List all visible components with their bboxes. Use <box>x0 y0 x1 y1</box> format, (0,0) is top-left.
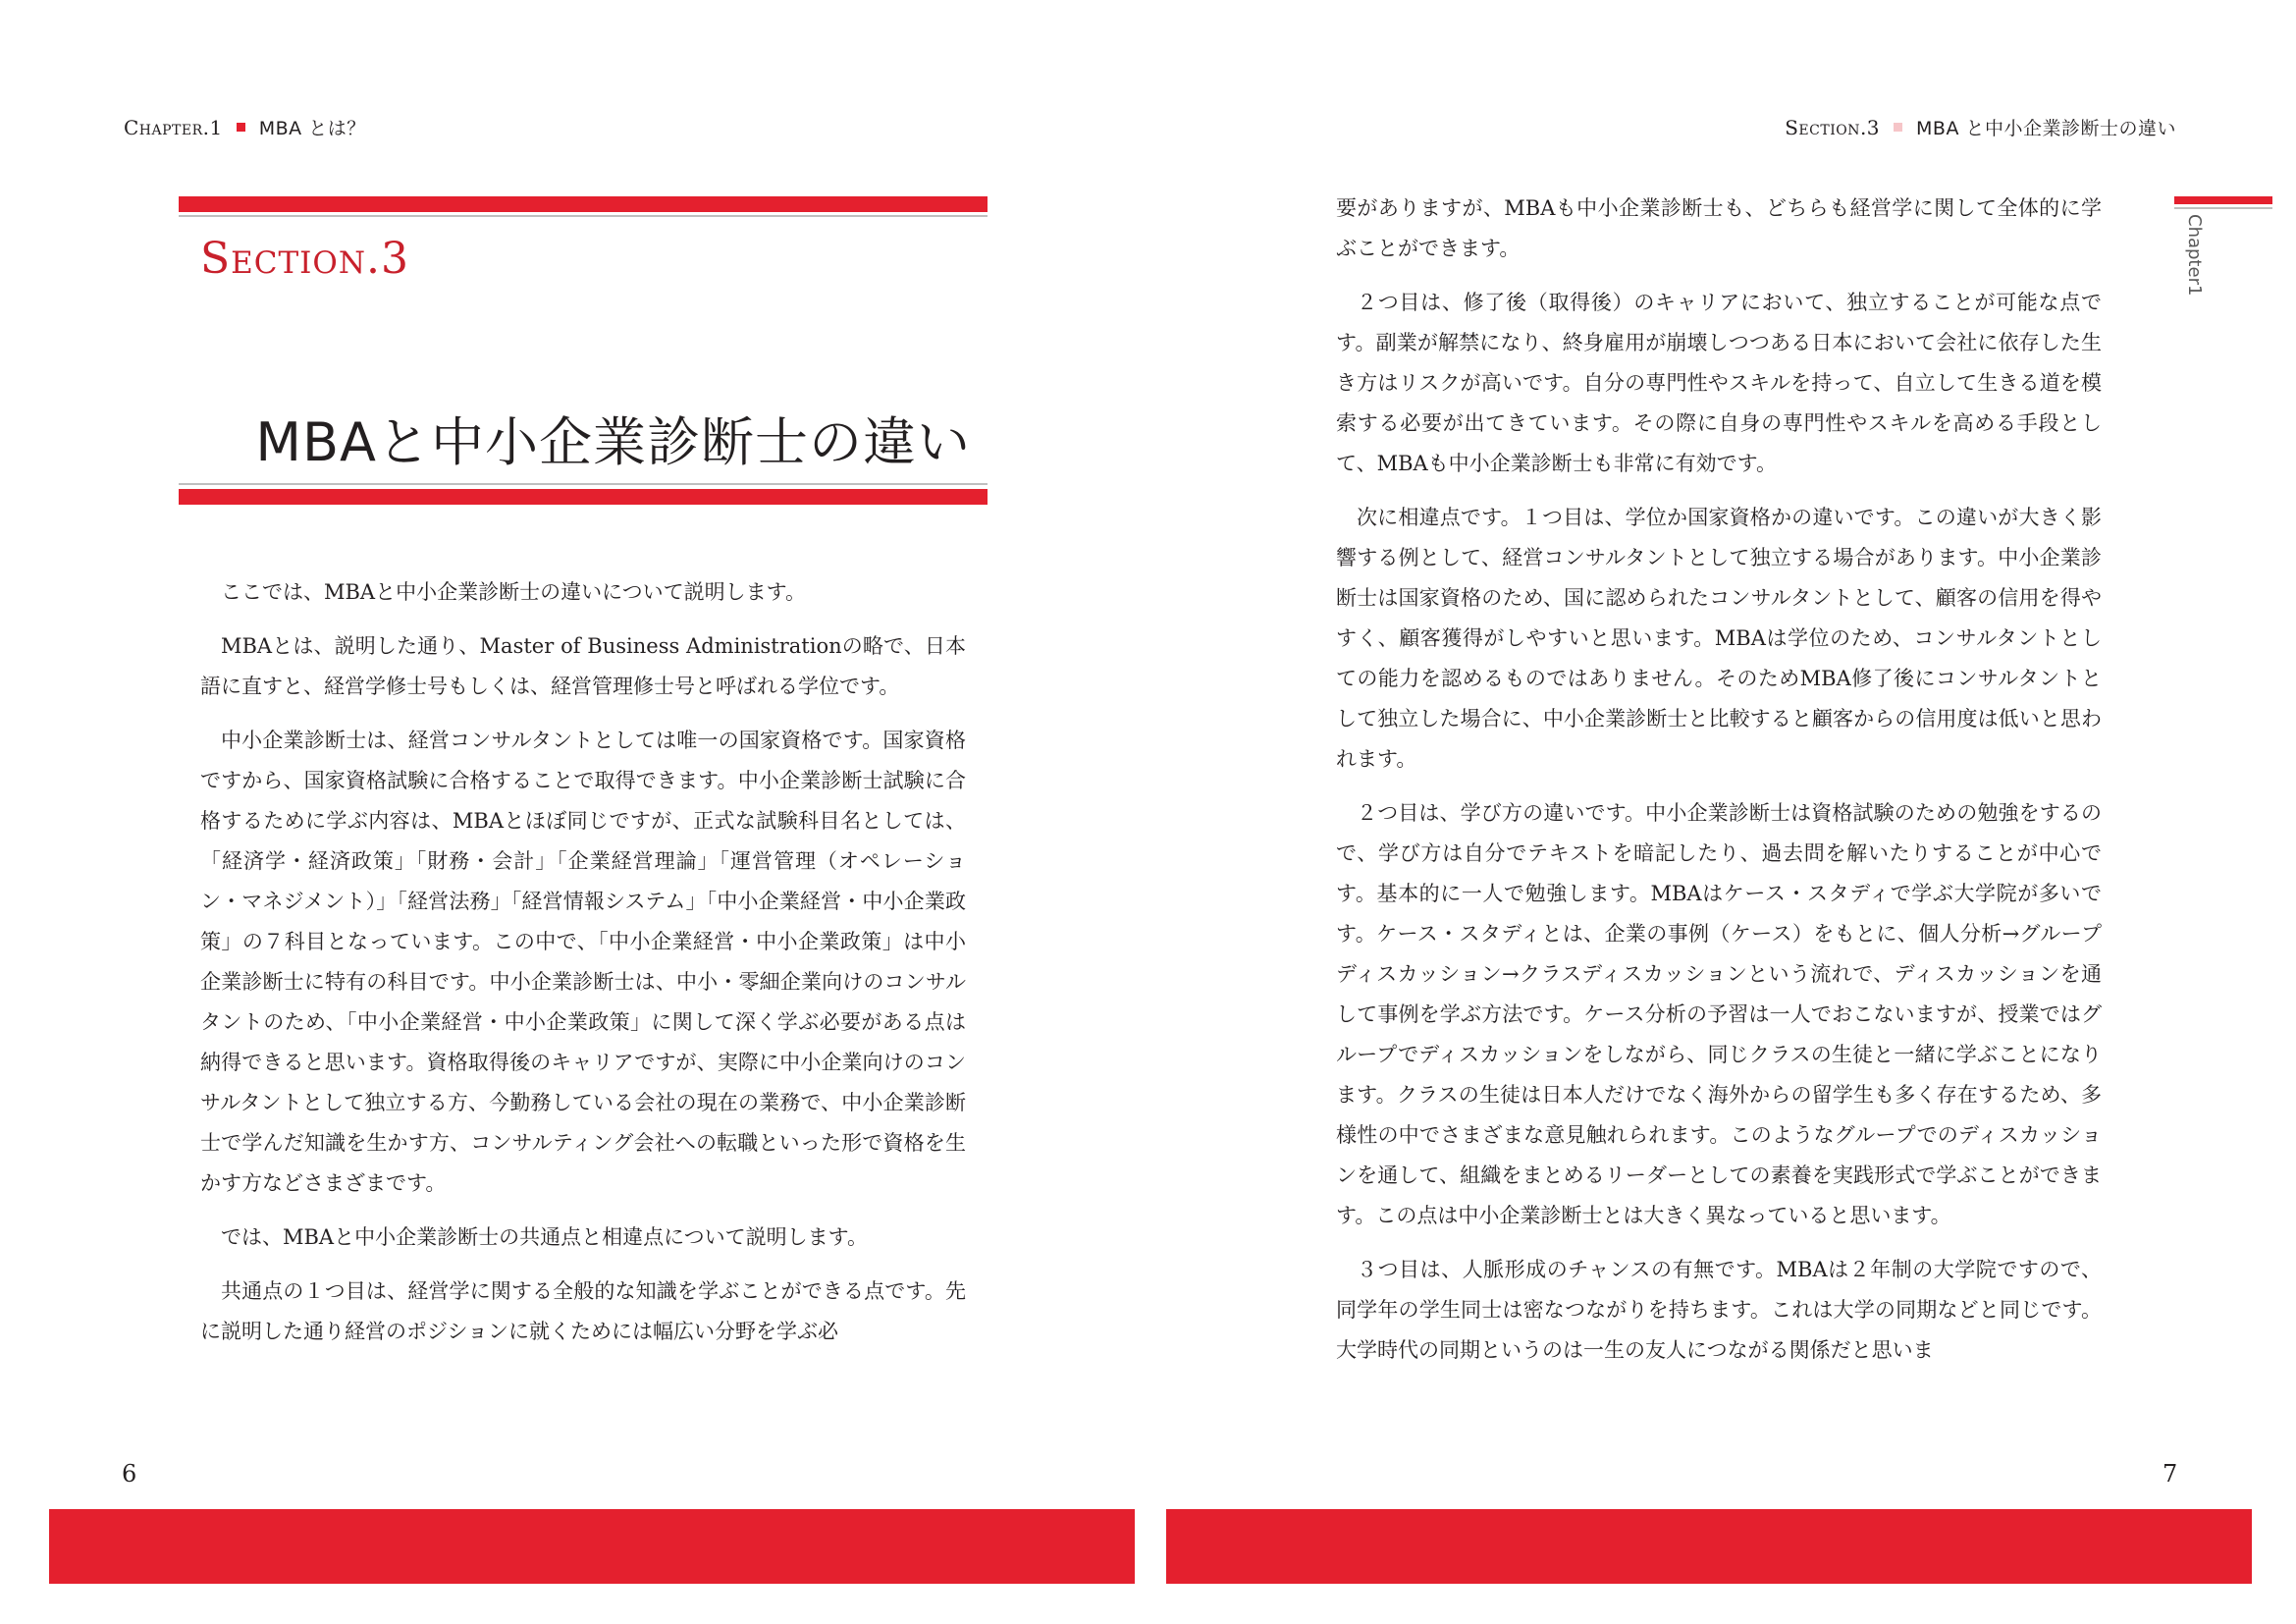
paragraph: ２つ目は、学び方の違いです。中小企業診断士は資格試験のための勉強をするので、学び方は自分でテキストを暗記したり、過去問を解いたりすることが中心です。基本的に一人で勉強します。MBAはケース・スタディで学ぶ大学院が多いです。ケース・スタディとは、企業の事例（ケース）をもとに、個人分析→グループディスカッション→クラスディスカッションという流れで、ディスカッションを通して事例を学ぶ方法です。ケース分析の予習は一人でおこないますが、授業ではグループでディスカッションをしながら、同じクラスの生徒と一緒に学ぶことになります。クラスの生徒は日本人だけでなく海外からの留学生も多く存在するため、多様性の中でさまざまな意見触れられます。このようなグループでのディスカッションを通して、組織をまとめるリーダーとしての素養を実践形式で学ぶことができます。この点は中小企業診断士とは大きく異なっていると思います。 <box>1336 801 2102 1227</box>
top-gray-rule <box>179 215 988 217</box>
footer-bar <box>49 1509 1135 1584</box>
section-title: MBAと中小企業診断士の違い <box>255 411 971 473</box>
paragraph: 中小企業診断士は、経営コンサルタントとしては唯一の国家資格です。国家資格ですから、国家資格試験に合格することで取得できます。中小企業診断士試験に合格するために学ぶ内容は、MBAとほぼ同じですが、正式な試験科目名としては、「経済学・経済政策」「財務・会計」「企業経営理論」「運営管理（オペレーション・マネジメント）」「経営法務」「経営情報システム」「中小企業経営・中小企業政策」の７科目となっています。この中で、「中小企業経営・中小企業政策」は中小企業診断士に特有の科目です。中小企業診断士は、中小・零細企業向けのコンサルタントのため、「中小企業経営・中小企業政策」に関して深く学ぶ必要がある点は納得できると思います。資格取得後のキャリアですが、実際に中小企業向けのコンサルタントとして独立する方、今勤務している会社の現在の業務で、中小企業診断士で学んだ知識を生かす方、コンサルティング会社への転職といった形で資格を生かす方などさまざまです。 <box>200 729 966 1195</box>
bottom-thick-rule <box>179 489 988 505</box>
paragraph: 要がありますが、MBAも中小企業診断士も、どちらも経営学に関して全体的に学ぶことができます。 <box>1336 196 2102 260</box>
chapter-tab-rule <box>2174 196 2272 204</box>
paragraph: ２つ目は、修了後（取得後）のキャリアにおいて、独立することが可能な点です。副業が解禁になり、終身雇用が崩壊しつつある日本において会社に依存した生き方はリスクが高いです。自分の専門性やスキルを持って、自立して生きる道を模索する必要が出てきています。その際に自身の専門性やスキルを高める手段として、MBAも中小企業診断士も非常に有効です。 <box>1336 291 2102 475</box>
running-head-title: MBA とは？ <box>258 118 366 139</box>
bottom-gray-rule <box>179 483 988 485</box>
running-head-left <box>124 114 366 140</box>
page-number: 7 <box>2163 1460 2178 1488</box>
paragraph: MBAとは、説明した通り、Master of Business Administrationの略で、日本語に直すと、経営学修士号もしくは、経営管理修士号と呼ばれる学位です。 <box>200 634 966 698</box>
running-head-right <box>1785 114 2176 140</box>
paragraph: 次に相違点です。１つ目は、学位か国家資格かの違いです。この違いが大きく影響する例として、経営コンサルタントとして独立する場合があります。中小企業診断士は国家資格のため、国に認められたコンサルタントとして、顧客の信用を得やすく、顧客獲得がしやすいと思います。MBAは学位のため、コンサルタントとしての能力を認めるものではありません。そのためMBA修了後にコンサルタントとして独立した場合に、中小企業診断士と比較すると顧客からの信用度は低いと思われます。 <box>1336 506 2102 771</box>
paragraph: ３つ目は、人脈形成のチャンスの有無です。MBAは２年制の大学院ですので、同学年の学生同士は密なつながりを持ちます。これは大学の同期などと同じです。大学時代の同期というのは一生の友人につながる関係だと思いま <box>1336 1258 2102 1362</box>
running-head-square-icon <box>1894 123 1902 132</box>
right-page <box>1148 0 2296 1624</box>
page-number: 6 <box>122 1460 137 1488</box>
running-head-chapter: Chapter.1 <box>124 115 223 139</box>
section-label: Section.3 <box>200 234 409 284</box>
running-head-square-icon <box>237 123 245 132</box>
paragraph: では、MBAと中小企業診断士の共通点と相違点について説明します。 <box>221 1225 868 1249</box>
chapter-tab-label: Chapter1 <box>2184 214 2205 297</box>
paragraph: 共通点の１つ目は、経営学に関する全般的な知識を学ぶことができる点です。先に説明した通り経営のポジションに就くためには幅広い分野を学ぶ必 <box>200 1279 966 1343</box>
paragraph: ここでは、MBAと中小企業診断士の違いについて説明します。 <box>221 580 806 604</box>
footer-bar <box>1166 1509 2252 1584</box>
running-head-section: Section.3 <box>1785 115 1881 139</box>
chapter-tab-gray-rule <box>2174 207 2272 209</box>
left-body-text <box>200 572 966 1366</box>
right-body-text <box>1336 189 2102 1384</box>
top-thick-rule <box>179 196 988 212</box>
running-head-title: MBA と中小企業診断士の違い <box>1916 118 2176 139</box>
